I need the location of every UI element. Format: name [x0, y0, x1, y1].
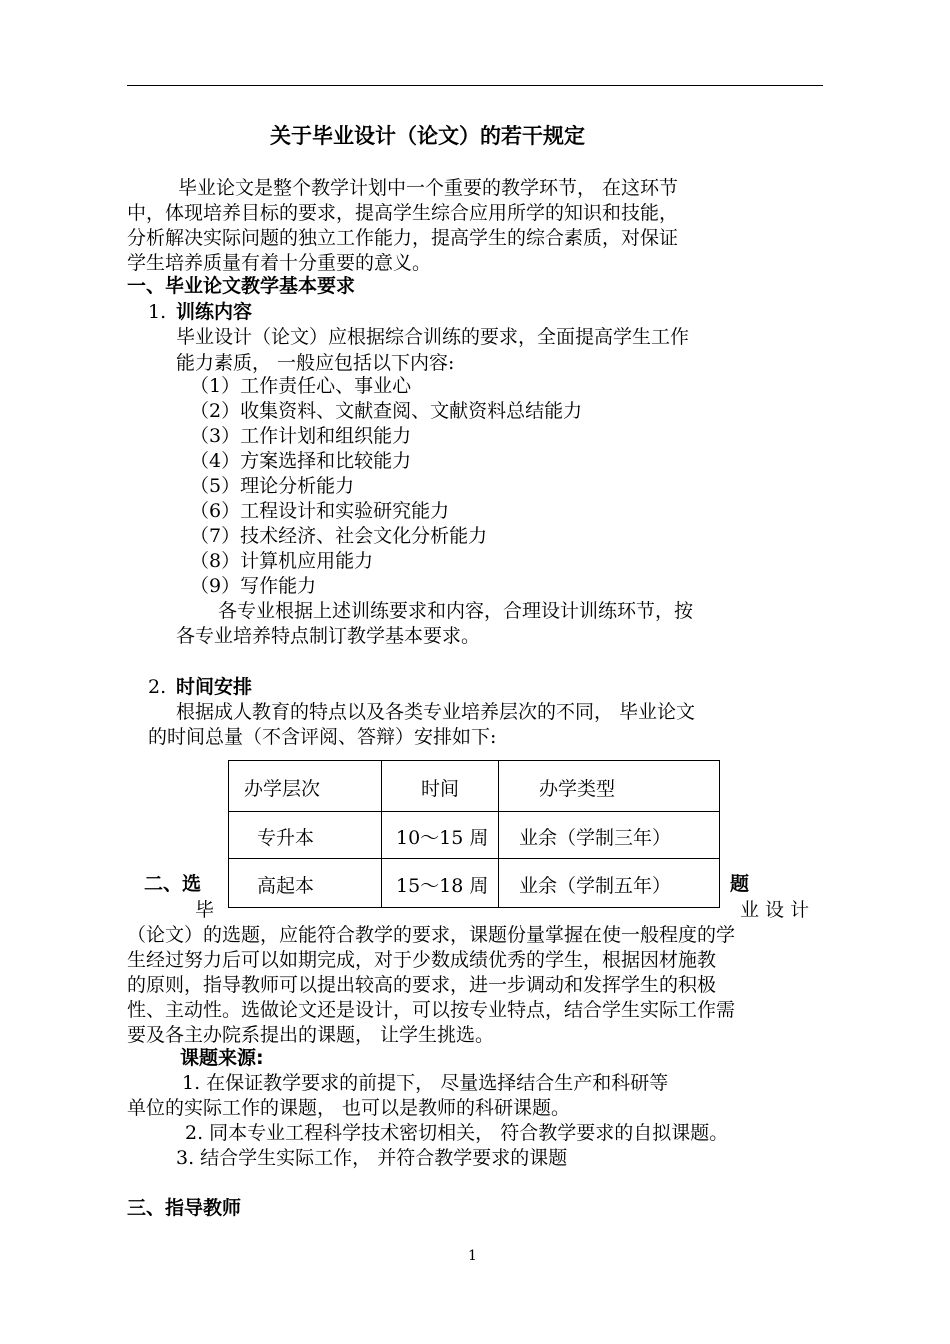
sub1-number: 1.	[148, 301, 167, 323]
section2-line: 要及各主办院系提出的课题， 让学生挑选。	[127, 1024, 495, 1046]
schedule-table	[228, 760, 720, 908]
section2-line0-right: 业 设 计	[740, 899, 810, 921]
section2-line: （论文）的选题，应能符合教学的要求，课题份量掌握在使一般程度的学	[127, 924, 736, 946]
sub1-closing: 各专业根据上述训练要求和内容，合理设计训练环节，按	[218, 600, 694, 622]
sources-heading: 课题来源:	[180, 1047, 264, 1069]
source-item: 2. 同本专业工程科学技术密切相关， 符合教学要求的自拟课题。	[185, 1122, 729, 1144]
section2-line0-left: 毕	[195, 899, 215, 921]
intro-line: 学生培养质量有着十分重要的意义。	[127, 252, 432, 274]
document-title: 关于毕业设计（论文）的若干规定	[270, 124, 585, 148]
table-row-divider	[229, 858, 719, 859]
table-cell: 业余（学制三年）	[519, 827, 672, 849]
list-item: （7）技术经济、社会文化分析能力	[190, 525, 488, 547]
sub1-line: 能力素质， 一般应包括以下内容:	[176, 352, 455, 374]
table-header-cell: 时间	[421, 778, 460, 800]
sub1-closing: 各专业培养特点制订教学基本要求。	[176, 625, 481, 647]
list-item: （8）计算机应用能力	[190, 550, 374, 572]
list-item: （4）方案选择和比较能力	[190, 450, 412, 472]
table-cell: 15～18 周	[396, 875, 489, 897]
section2-line: 生经过努力后可以如期完成，对于少数成绩优秀的学生，根据因材施教	[127, 949, 717, 971]
table-row-divider	[229, 811, 719, 812]
section2-line: 性、主动性。选做论文还是设计，可以按专业特点，结合学生实际工作需	[127, 999, 736, 1021]
source-item: 单位的实际工作的课题， 也可以是教师的科研课题。	[127, 1097, 571, 1119]
intro-line: 分析解决实际问题的独立工作能力，提高学生的综合素质，对保证	[127, 227, 679, 249]
section2-line: 的原则，指导教师可以提出较高的要求，进一步调动和发挥学生的积极	[127, 974, 717, 996]
list-item: （3）工作计划和组织能力	[190, 425, 412, 447]
table-cell: 业余（学制五年）	[519, 875, 672, 897]
list-item: （9）写作能力	[190, 575, 317, 597]
page-number: 1	[468, 1248, 477, 1264]
sub1-line: 毕业设计（论文）应根据综合训练的要求，全面提高学生工作	[176, 326, 690, 348]
section2-heading-left: 二、选	[144, 873, 202, 895]
table-cell: 10～15 周	[396, 827, 489, 849]
section3-heading: 三、指导教师	[127, 1197, 242, 1219]
list-item: （5）理论分析能力	[190, 475, 355, 497]
sub2-heading: 时间安排	[176, 676, 253, 698]
section1-heading: 一、毕业论文教学基本要求	[127, 275, 356, 297]
table-header-cell: 办学层次	[244, 778, 321, 800]
list-item: （1）工作责任心、事业心	[190, 375, 412, 397]
table-header-cell: 办学类型	[539, 778, 616, 800]
sub2-number: 2.	[148, 676, 167, 698]
table-col-divider	[381, 761, 382, 907]
sub1-heading: 训练内容	[176, 301, 253, 323]
header-rule	[127, 85, 823, 86]
source-item: 3. 结合学生实际工作， 并符合教学要求的课题	[176, 1147, 568, 1169]
table-col-divider	[498, 761, 499, 907]
intro-line: 毕业论文是整个教学计划中一个重要的教学环节， 在这环节	[178, 177, 679, 199]
sub2-line: 的时间总量（不含评阅、答辩）安排如下:	[148, 726, 497, 748]
table-cell: 高起本	[257, 875, 315, 897]
source-item: 1. 在保证教学要求的前提下， 尽量选择结合生产和科研等	[182, 1072, 669, 1094]
list-item: （2）收集资料、文献查阅、文献资料总结能力	[190, 400, 583, 422]
section2-heading-right: 题	[730, 873, 750, 895]
list-item: （6）工程设计和实验研究能力	[190, 500, 450, 522]
sub2-line: 根据成人教育的特点以及各类专业培养层次的不同， 毕业论文	[176, 701, 696, 723]
table-cell: 专升本	[257, 827, 315, 849]
intro-line: 中，体现培养目标的要求，提高学生综合应用所学的知识和技能，	[127, 202, 679, 224]
